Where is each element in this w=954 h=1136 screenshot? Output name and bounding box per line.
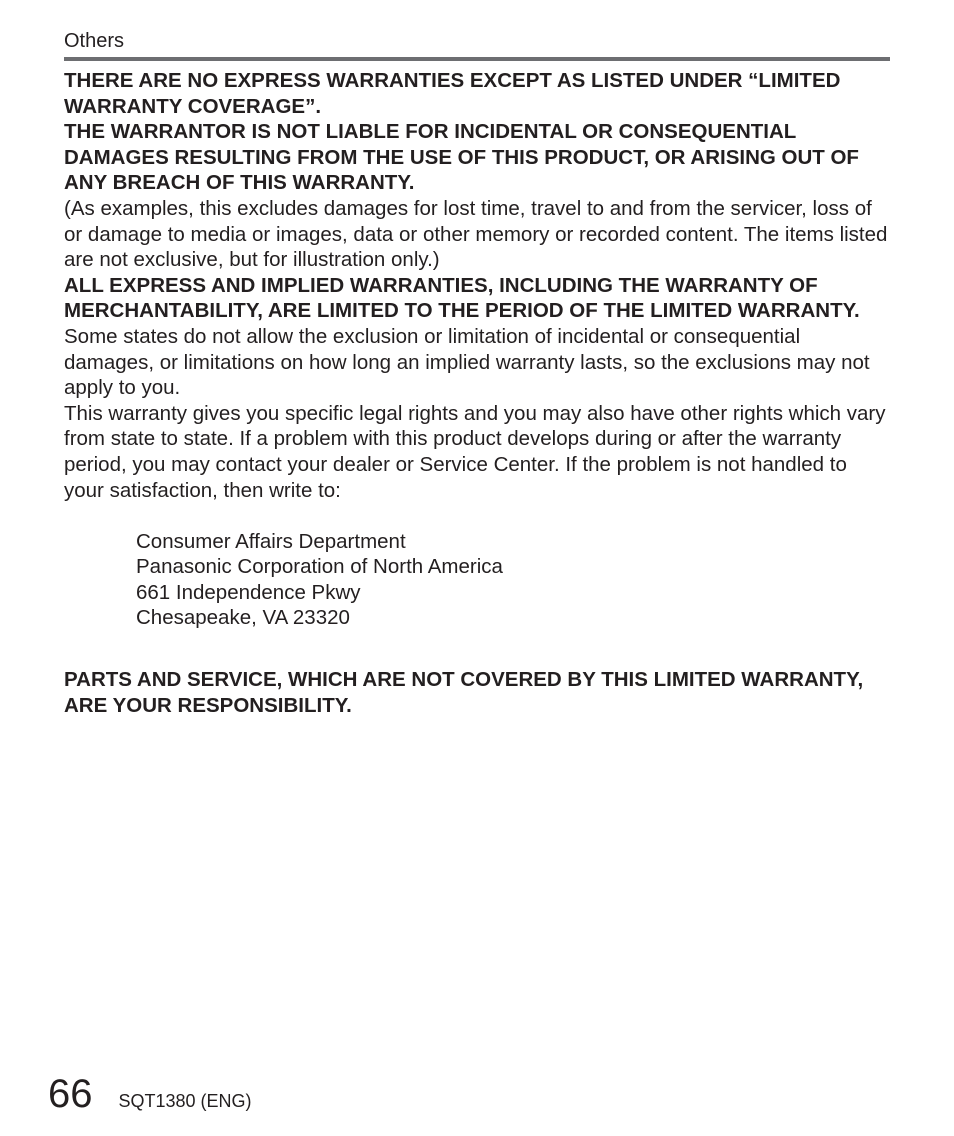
state-exclusions-paragraph: Some states do not allow the exclusion or limitation of incidental or consequential damages, or limitations on how long an implied warranty lasts, so the exclusions may not apply to you. [64,324,870,400]
page-footer [48,1070,252,1118]
page-number: 66 [48,1072,93,1116]
address-line: 661 Independence Pkwy [136,580,361,604]
section-label: Others [64,30,125,52]
implied-warranties-paragraph: ALL EXPRESS AND IMPLIED WARRANTIES, INCLUDING THE WARRANTY OF MERCHANTABILITY, ARE LIMITED TO THE PERIOD OF THE LIMITED WARRANTY. [64,273,860,323]
address-line: Chesapeake, VA 23320 [136,606,350,630]
mailing-address [64,529,890,631]
legal-rights-paragraph: This warranty gives you specific legal rights and you may also have other rights which vary from state to state. If a problem with this product develops during or after the warranty period, you may contact your dealer or Service Center. If the problem is not handled to your satisfaction, then write to: [64,401,886,502]
address-line: Panasonic Corporation of North America [136,555,503,579]
responsibility-paragraph: PARTS AND SERVICE, WHICH ARE NOT COVERED BY THIS LIMITED WARRANTY, ARE YOUR RESPONSIBILITY. [64,668,864,717]
header-rule [64,57,890,61]
express-warranties-paragraph: THERE ARE NO EXPRESS WARRANTIES EXCEPT AS LISTED UNDER “LIMITED WARRANTY COVERAGE”. [64,69,841,118]
address-line: Consumer Affairs Department [136,529,406,553]
warranty-text [64,68,890,718]
incidental-damages-paragraph: THE WARRANTOR IS NOT LIABLE FOR INCIDENTAL OR CONSEQUENTIAL DAMAGES RESULTING FROM THE USE OF THIS PRODUCT, OR ARISING OUT OF ANY BREACH OF THIS WARRANTY. [64,120,859,195]
examples-paragraph: (As examples, this excludes damages for lost time, travel to and from the servicer, loss of or damage to media or images, data or other memory or recorded content. The items listed are not exclusive, but for illustration only.) [64,196,888,272]
document-code: SQT1380 (ENG) [118,1091,252,1111]
